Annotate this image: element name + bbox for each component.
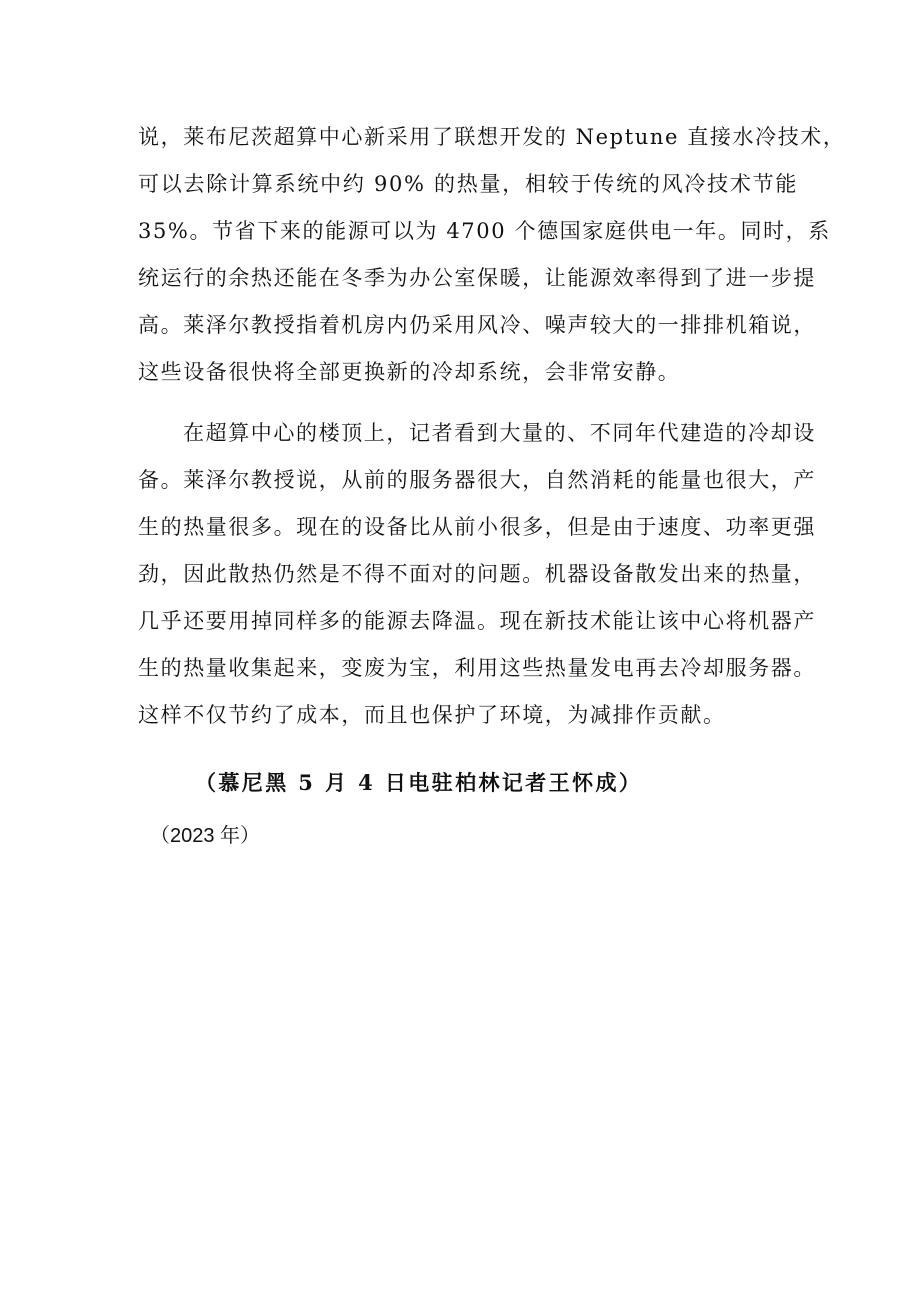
paragraph-line: 备。莱泽尔教授说，从前的服务器很大，自然消耗的能量也很大，产	[138, 468, 816, 492]
paragraph-line: 可以去除计算系统中约 90% 的热量，相较于传统的风冷技术节能	[138, 172, 798, 196]
paragraph-line: 高。莱泽尔教授指着机房内仍采用风冷、噪声较大的一排排机箱说，	[138, 313, 816, 337]
paragraph-line: 统运行的余热还能在冬季为办公室保暖，让能源效率得到了进一步提	[138, 266, 816, 290]
paragraph-line: 这些设备很快将全部更换新的冷却系统，会非常安静。	[138, 360, 681, 384]
paragraph-line: 生的热量收集起来，变废为宝，利用这些热量发电再去冷却服务器。	[138, 656, 816, 680]
paragraph-line: 劲，因此散热仍然是不得不面对的问题。机器设备散发出来的热量，	[138, 562, 816, 586]
paragraph-line: 几乎还要用掉同样多的能源去降温。现在新技术能让该中心将机器产	[138, 609, 816, 633]
paragraph-line: 在超算中心的楼顶上，记者看到大量的、不同年代建造的冷却设	[183, 421, 816, 445]
paragraph-line: 说，莱布尼茨超算中心新采用了联想开发的 Neptune 直接水冷技术，	[138, 125, 846, 149]
paragraph-line: 35%。节省下来的能源可以为 4700 个德国家庭供电一年。同时，系	[138, 219, 831, 243]
byline: （慕尼黑 5 月 4 日电驻柏林记者王怀成）	[195, 770, 643, 795]
publication-year: （2023 年）	[150, 825, 261, 847]
paragraph-line: 生的热量很多。现在的设备比从前小很多，但是由于速度、功率更强	[138, 515, 816, 539]
paragraph-line: 这样不仅节约了成本，而且也保护了环境，为减排作贡献。	[138, 703, 726, 727]
